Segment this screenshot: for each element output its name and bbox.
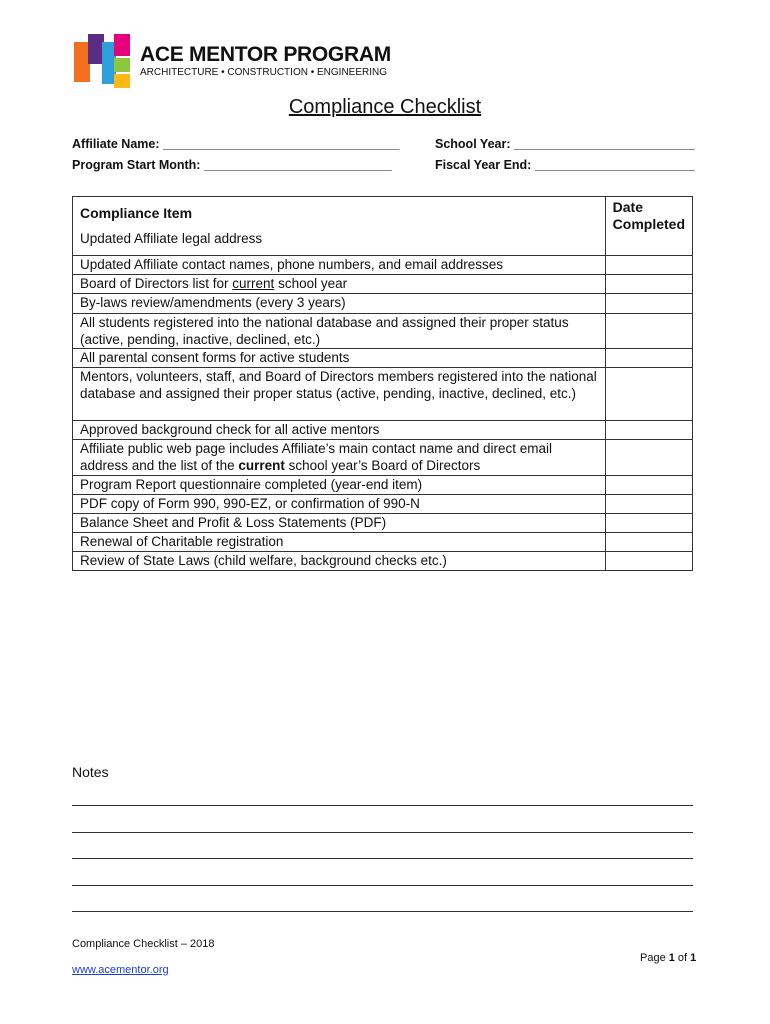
school-year-field[interactable]: School Year: __________________________ (435, 137, 695, 151)
compliance-item-text: Mentors, volunteers, staff, and Board of Directors members registered into the national database and assigned their proper status (active, pending, inactive, declined, etc.) (73, 368, 606, 421)
table-row (73, 275, 693, 294)
fiscal-year-end-field[interactable]: Fiscal Year End: _______________________ (435, 158, 695, 172)
compliance-item-text: Updated Affiliate contact names, phone numbers, and email addresses (73, 256, 606, 275)
table-row (73, 314, 693, 349)
date-completed-cell[interactable] (605, 421, 692, 440)
page-title: Compliance Checklist (288, 96, 482, 118)
date-completed-cell[interactable] (605, 294, 692, 314)
compliance-item-text: Renewal of Charitable registration (73, 533, 606, 552)
notes-line[interactable] (72, 832, 693, 833)
compliance-item-text: Review of State Laws (child welfare, background checks etc.) (73, 552, 606, 571)
notes-label: Notes (72, 764, 109, 780)
compliance-item-text: Board of Directors list for current school year (73, 275, 606, 294)
table-row (73, 349, 693, 368)
table-row (73, 440, 693, 476)
date-completed-cell[interactable] (605, 349, 692, 368)
table-row (73, 294, 693, 314)
date-completed-cell[interactable] (605, 533, 692, 552)
compliance-item-text: Balance Sheet and Profit & Loss Statements (PDF) (73, 514, 606, 533)
footer-website-link[interactable]: www.acementor.org (72, 964, 169, 976)
compliance-table (72, 196, 693, 571)
date-completed-cell[interactable] (605, 314, 692, 349)
table-row (73, 514, 693, 533)
ace-logo-mark-icon (74, 34, 132, 92)
affiliate-name-field[interactable]: Affiliate Name: __________________________________ (72, 137, 400, 151)
compliance-item-header: Compliance Item (80, 205, 193, 221)
date-completed-cell[interactable] (605, 514, 692, 533)
compliance-item-text: Program Report questionnaire completed (year-end item) (73, 476, 606, 495)
date-completed-cell[interactable] (605, 552, 692, 571)
date-completed-cell[interactable] (605, 495, 692, 514)
table-header-row (73, 197, 693, 256)
footer-doc-label: Compliance Checklist – 2018 (72, 938, 215, 950)
compliance-item-text: PDF copy of Form 990, 990-EZ, or confirmation of 990-N (73, 495, 606, 514)
table-row (73, 533, 693, 552)
notes-line[interactable] (72, 911, 693, 912)
date-completed-cell[interactable] (605, 440, 692, 476)
compliance-item-text: All parental consent forms for active students (73, 349, 606, 368)
table-row (73, 552, 693, 571)
notes-line[interactable] (72, 805, 693, 806)
table-row (73, 421, 693, 440)
table-row (73, 495, 693, 514)
table-row (73, 368, 693, 421)
compliance-item-text: Affiliate public web page includes Affiliate’s main contact name and direct email address and the list of the current school year’s Board of Directors (73, 440, 606, 476)
table-row (73, 476, 693, 495)
compliance-item-text: All students registered into the national database and assigned their proper status (active, pending, inactive, declined, etc.) (73, 314, 606, 349)
page-number: Page 1 of 1 (640, 952, 697, 964)
date-completed-cell[interactable] (605, 368, 692, 421)
compliance-item-text: By-laws review/amendments (every 3 years) (73, 294, 606, 314)
date-completed-cell[interactable] (605, 275, 692, 294)
notes-line[interactable] (72, 858, 693, 859)
compliance-item-header-cell (73, 197, 606, 256)
logo-title: ACE MENTOR PROGRAM (140, 43, 391, 66)
logo-subtitle: ARCHITECTURE • CONSTRUCTION • ENGINEERING (140, 67, 388, 78)
compliance-item-text: Approved background check for all active mentors (73, 421, 606, 440)
first-item-text: Updated Affiliate legal address (80, 231, 263, 246)
ace-logo (74, 34, 391, 94)
notes-line[interactable] (72, 885, 693, 886)
date-completed-cell[interactable] (605, 256, 692, 275)
date-completed-cell[interactable] (605, 476, 692, 495)
program-start-month-field[interactable]: Program Start Month: ___________________________ (72, 158, 392, 172)
table-row (73, 256, 693, 275)
date-completed-header: Date Completed (605, 197, 692, 256)
